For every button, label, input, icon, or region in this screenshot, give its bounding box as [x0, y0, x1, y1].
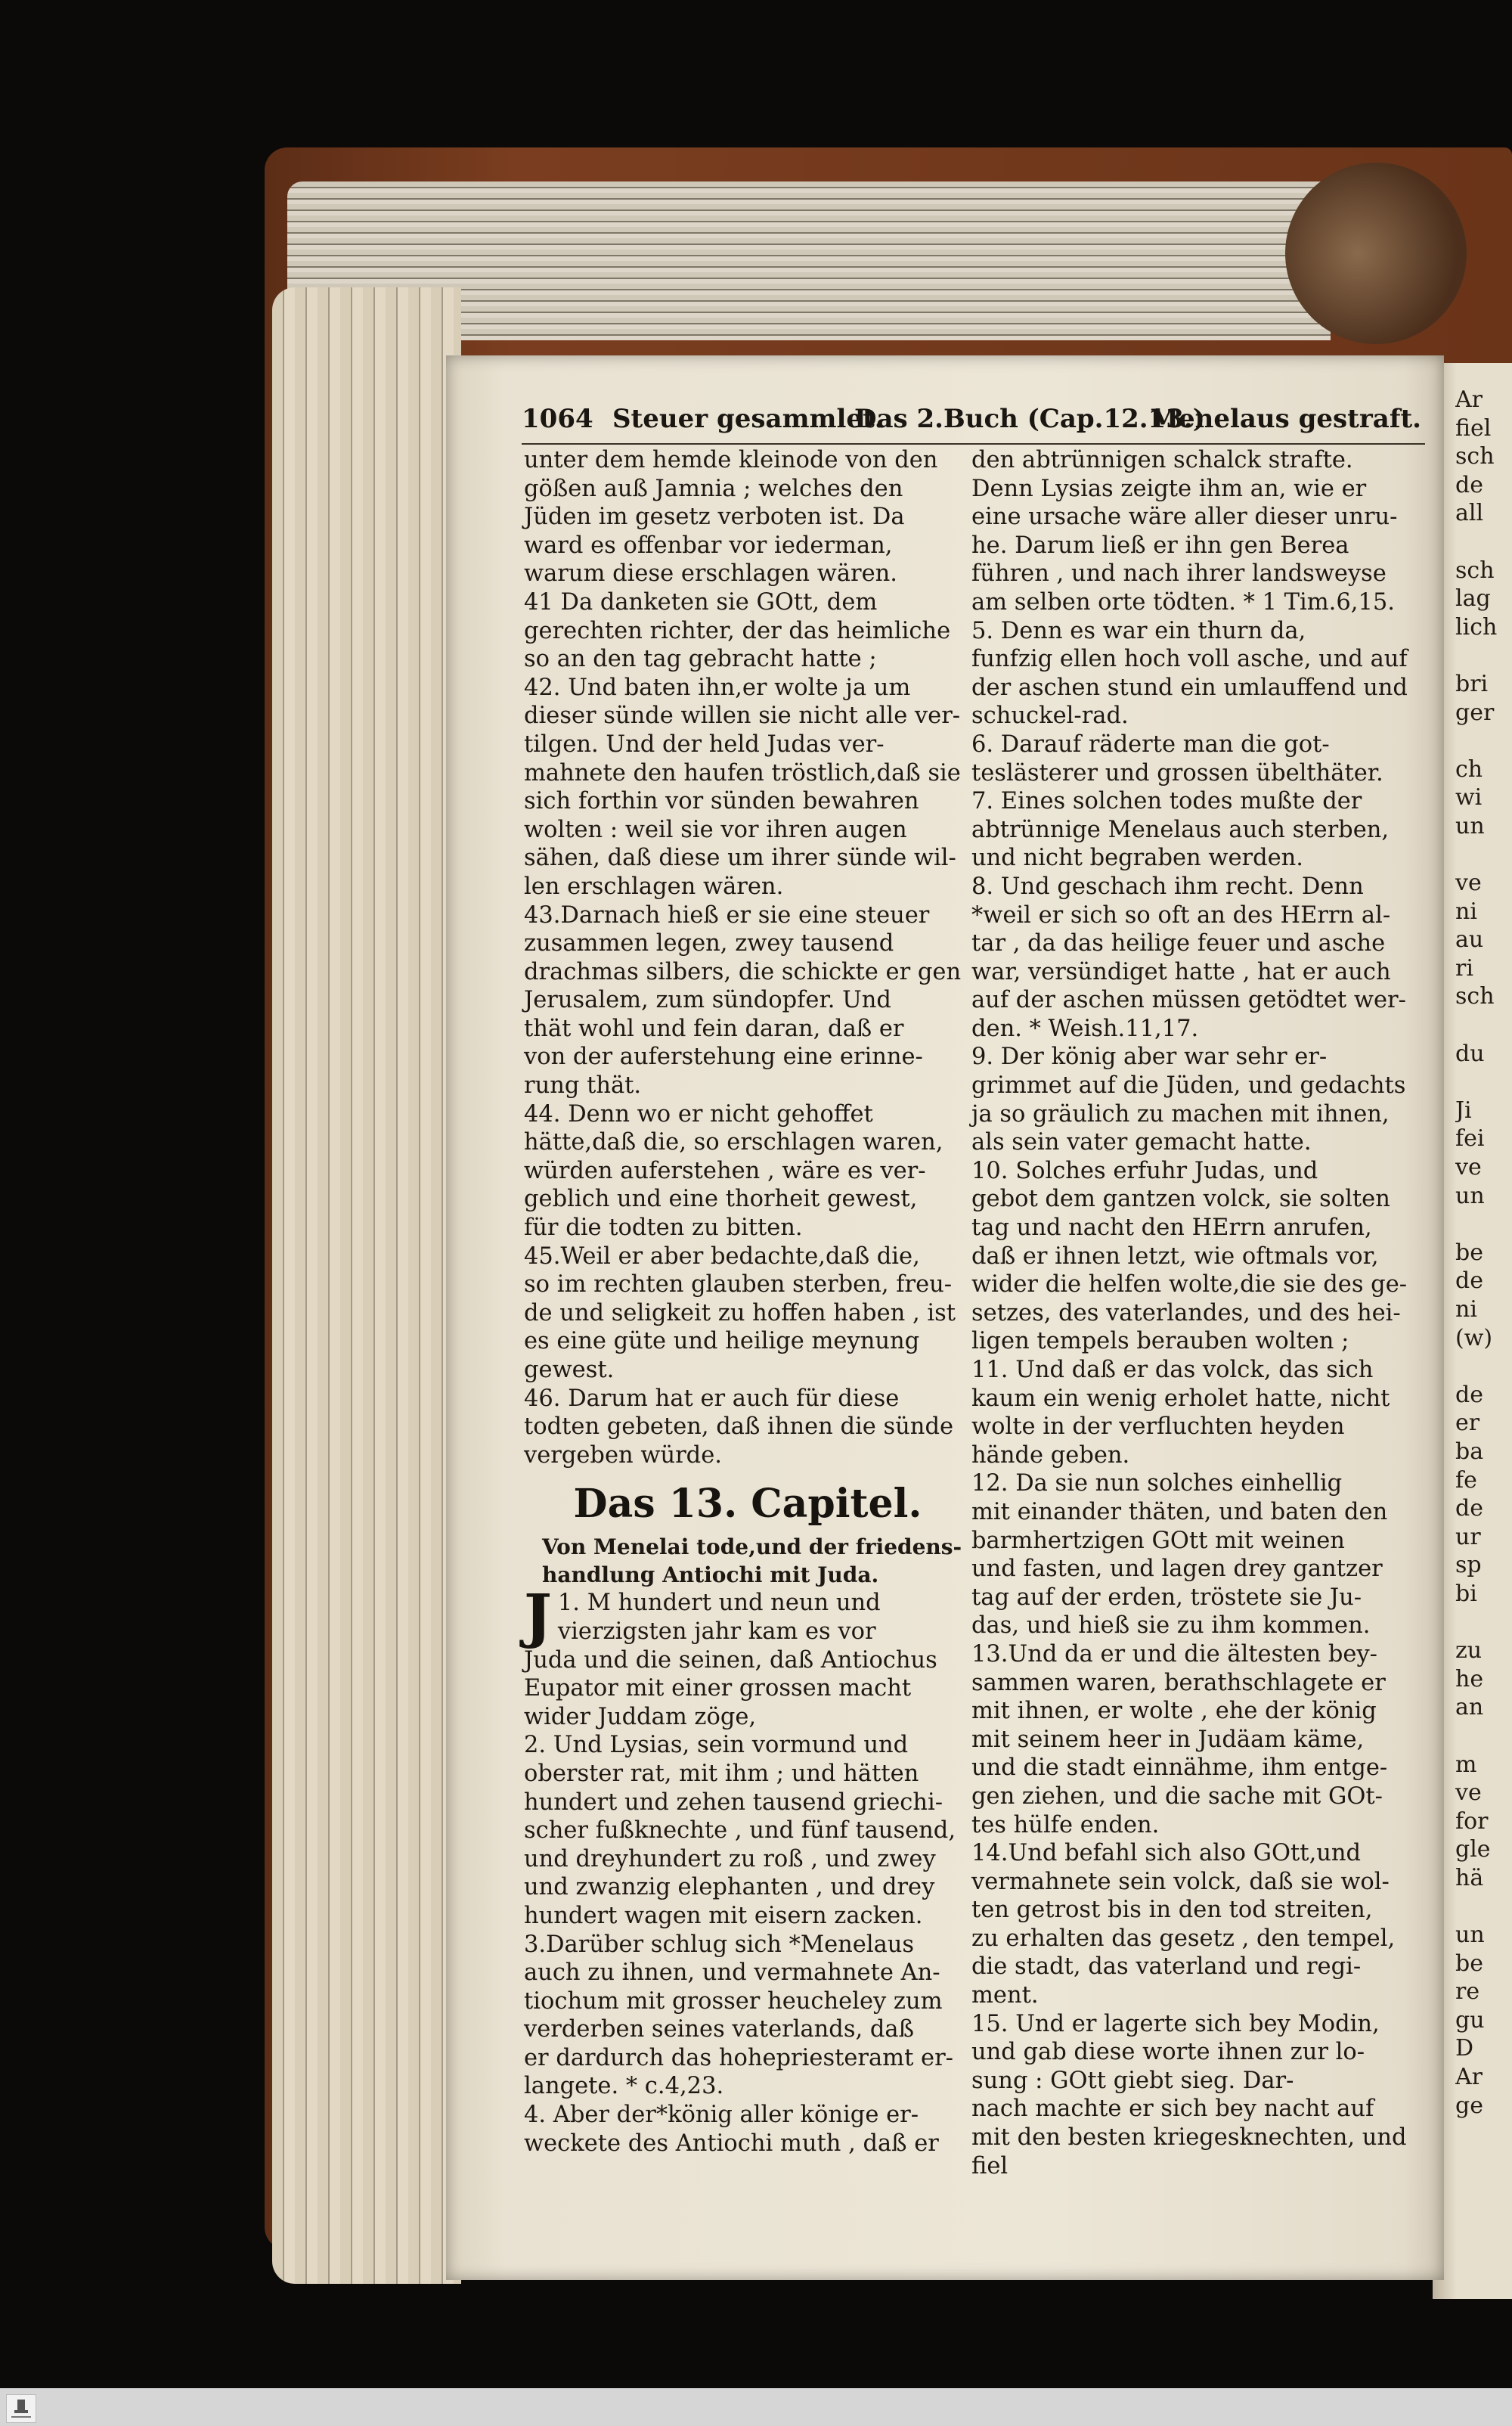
chapter-summary: [524, 1533, 971, 1589]
text-line: vermahnete sein volck, daß sie wol-: [971, 1868, 1390, 1895]
margin-fragment: gu: [1455, 2006, 1485, 2034]
text-line: nach machte er sich bey nacht auf: [971, 2096, 1374, 2123]
text-line: weckete des Antiochi muth , daß er: [524, 2130, 939, 2157]
margin-fragment: sp: [1455, 1552, 1482, 1579]
text-line: unter dem hemde kleinode von den: [524, 447, 938, 473]
verse-1-second-line: vierzigsten jahr kam es vor: [557, 1618, 876, 1645]
margin-fragment: au: [1455, 926, 1484, 954]
verse-number: 1.: [557, 1590, 581, 1617]
page-stack-left: [272, 287, 461, 2284]
text-line: 46. Darum hat er auch für diese: [524, 1385, 900, 1412]
text-line: he. Darum ließ er ihn gen Berea: [971, 532, 1349, 559]
text-line: mit ihnen, er wolte , ehe der könig: [971, 1698, 1377, 1725]
margin-fragment: [1455, 1210, 1508, 1239]
margin-fragment: ve: [1455, 870, 1482, 897]
margin-fragment: sch: [1455, 983, 1495, 1010]
page-number: 1064: [522, 404, 593, 434]
text-line: er dardurch das hohepriesteramt er-: [524, 2044, 953, 2071]
margin-fragment: all: [1455, 500, 1484, 527]
margin-fragment: an: [1455, 1694, 1484, 1721]
margin-fragment: (w): [1455, 1324, 1493, 1351]
text-line: wolte in der verfluchten heyden: [971, 1413, 1345, 1441]
text-line: tes hülfe enden.: [971, 1811, 1160, 1838]
margin-fragment: du: [1455, 1040, 1485, 1067]
text-line: ten getrost bis in den tod streiten,: [971, 1897, 1373, 1924]
left-column-text-after: [524, 1646, 971, 2158]
library-logo-icon: [6, 2394, 36, 2423]
text-line: ward es offenbar vor iederman,: [524, 532, 893, 559]
margin-fragment: hä: [1455, 1864, 1484, 1891]
text-line: hände geben.: [971, 1441, 1130, 1469]
margin-fragment: fe: [1455, 1466, 1477, 1494]
text-line: 10. Solches erfuhr Judas, und: [971, 1157, 1318, 1184]
text-line: todten gebeten, daß ihnen die sünde: [524, 1413, 954, 1441]
text-line: und fasten, und lagen drey gantzer: [971, 1556, 1383, 1583]
margin-fragment: ve: [1455, 1779, 1482, 1807]
margin-fragment: m: [1455, 1751, 1477, 1778]
margin-fragment: de: [1455, 1495, 1483, 1522]
margin-fragment: de: [1455, 1267, 1483, 1295]
text-line: de und seligkeit zu hoffen haben , ist: [524, 1299, 956, 1326]
margin-fragment: sch: [1455, 443, 1495, 470]
text-line: eine ursache wäre aller dieser unru-: [971, 504, 1398, 531]
book-spine-curl: [1285, 163, 1467, 344]
text-line: gen ziehen, und die sache mit GOt-: [971, 1782, 1383, 1810]
text-line: setzes, des vaterlandes, und des hei-: [971, 1299, 1401, 1326]
right-running-head: Menelaus gestraft.: [1150, 404, 1421, 434]
margin-fragment: [1455, 1609, 1508, 1637]
text-line: rung thät.: [524, 1072, 642, 1100]
right-column-text: [971, 446, 1419, 2180]
text-line: den abtrünnigen schalck strafte.: [971, 447, 1353, 473]
text-line: von der auferstehung eine erinne-: [524, 1044, 923, 1071]
text-line: Jerusalem, zum sündopfer. Und: [524, 987, 891, 1014]
next-page-fragments: [1455, 386, 1508, 2120]
text-line: 2. Und Lysias, sein vormund und: [524, 1732, 909, 1759]
text-line: wolten : weil sie vor ihren augen: [524, 816, 907, 843]
margin-fragment: be: [1455, 1950, 1483, 1977]
margin-fragment: ba: [1455, 1438, 1484, 1465]
text-line: wider die helfen wolte,die sie des ge-: [971, 1271, 1408, 1298]
text-line: es eine güte und heilige meynung: [524, 1328, 920, 1355]
margin-fragment: wi: [1455, 784, 1483, 811]
margin-fragment: fei: [1455, 1125, 1485, 1153]
text-line: gebot dem gantzen volck, sie solten: [971, 1186, 1390, 1213]
text-line: so im rechten glauben sterben, freu-: [524, 1271, 953, 1298]
margin-fragment: ve: [1455, 1154, 1482, 1181]
text-line: 8. Und geschach ihm recht. Denn: [971, 873, 1364, 900]
text-line: handlung Antiochi mit Juda.: [542, 1562, 879, 1588]
text-line: *weil er sich so oft an des HErrn al-: [971, 901, 1391, 929]
margin-fragment: [1455, 727, 1508, 755]
text-line: 3.Darüber schlug sich *Menelaus: [524, 1931, 915, 1958]
text-line: 11. Und daß er das volck, das sich: [971, 1357, 1374, 1383]
text-line: hundert und zehen tausend griechi-: [524, 1788, 943, 1816]
text-line: verderben seines vaterlands, daß: [524, 2016, 914, 2043]
text-line: funfzig ellen hoch voll asche, und auf: [971, 646, 1408, 673]
margin-fragment: re: [1455, 1978, 1480, 2006]
margin-fragment: ch: [1455, 755, 1483, 783]
margin-fragment: ur: [1455, 1523, 1481, 1550]
text-line: und gab diese worte ihnen zur lo-: [971, 2039, 1365, 2066]
text-line: Eupator mit einer grossen macht: [524, 1675, 912, 1702]
text-line: führen , und nach ihrer landsweyse: [971, 560, 1387, 588]
text-line: der aschen stund ein umlauffend und: [971, 674, 1408, 701]
verse-1-block: [524, 1582, 971, 2158]
text-line: zusammen legen, zwey tausend: [524, 930, 894, 957]
text-line: und dreyhundert zu roß , und zwey: [524, 1845, 936, 1872]
margin-fragment: Ji: [1455, 1097, 1472, 1124]
text-line: war, versündiget hatte , hat er auch: [971, 958, 1391, 985]
text-line: mit den besten kriegesknechten, und: [971, 2124, 1407, 2151]
margin-fragment: un: [1455, 812, 1485, 839]
text-line: 5. Denn es war ein thurn da,: [971, 617, 1306, 644]
text-line: drachmas silbers, die schickte er gen: [524, 958, 962, 985]
text-line: thät wohl und fein daran, daß er: [524, 1015, 904, 1042]
text-line: mit einander thäten, und baten den: [971, 1498, 1388, 1525]
margin-fragment: er: [1455, 1410, 1480, 1437]
margin-fragment: [1455, 1068, 1508, 1097]
text-line: 44. Denn wo er nicht gehoffet: [524, 1100, 873, 1128]
text-line: das, und hieß sie zu ihm kommen.: [971, 1612, 1371, 1640]
text-line: und nicht begraben werden.: [971, 845, 1304, 872]
text-line: auf der aschen müssen getödtet wer-: [971, 987, 1406, 1014]
text-line: mahnete den haufen tröstlich,daß sie: [524, 759, 961, 786]
margin-fragment: ri: [1455, 954, 1473, 982]
text-line: und die stadt einnähme, ihm entge-: [971, 1754, 1388, 1782]
text-line: 6. Darauf räderte man die got-: [971, 731, 1330, 758]
text-line: zu erhalten das gesetz , den tempel,: [971, 1925, 1396, 1952]
text-line: Jüden im gesetz verboten ist. Da: [524, 504, 905, 531]
text-line: langete. * c.4,23.: [524, 2073, 724, 2100]
text-line: kaum ein wenig erholet hatte, nicht: [971, 1385, 1390, 1412]
margin-fragment: [1455, 1352, 1508, 1381]
text-line: gewest.: [524, 1357, 615, 1383]
text-line: würden auferstehen , wäre es ver-: [524, 1157, 926, 1184]
margin-fragment: [1455, 1892, 1508, 1921]
margin-fragment: ge: [1455, 2092, 1483, 2119]
margin-fragment: bri: [1455, 670, 1489, 697]
margin-fragment: gle: [1455, 1836, 1491, 1863]
text-line: sich forthin vor sünden bewahren: [524, 788, 919, 815]
margin-fragment: bi: [1455, 1580, 1477, 1607]
margin-fragment: fiel: [1455, 414, 1492, 442]
viewer-footer-bar: [0, 2388, 1512, 2426]
text-line: hundert wagen mit eisern zacken.: [524, 1902, 923, 1929]
text-line: und zwanzig elephanten , und drey: [524, 1874, 935, 1901]
text-line: len erschlagen wären.: [524, 873, 784, 900]
margin-fragment: [1455, 528, 1508, 557]
text-line: dieser sünde willen sie nicht alle ver-: [524, 703, 961, 730]
margin-fragment: [1455, 841, 1508, 870]
margin-fragment: [1455, 1722, 1508, 1751]
margin-fragment: un: [1455, 1182, 1485, 1209]
text-line: sung : GOtt giebt sieg. Dar-: [971, 2067, 1294, 2094]
text-line: warum diese erschlagen wären.: [524, 560, 897, 588]
header-rule: [522, 443, 1425, 445]
text-line: tiochum mit grosser heucheley zum: [524, 1987, 943, 2015]
margin-fragment: Ar: [1455, 2064, 1483, 2091]
text-line: grimmet auf die Jüden, und gedachts: [971, 1072, 1406, 1100]
text-line: M hundert und neun und: [587, 1590, 881, 1617]
text-line: 42. Und baten ihn,er wolte ja um: [524, 674, 911, 701]
text-line: vergeben würde.: [524, 1441, 722, 1469]
text-line: sähen, daß diese um ihrer sünde wil-: [524, 845, 956, 872]
margin-fragment: for: [1455, 1807, 1489, 1835]
text-line: schuckel-rad.: [971, 703, 1129, 730]
text-line: tar , da das heilige feuer und asche: [971, 930, 1386, 957]
margin-fragment: ger: [1455, 699, 1495, 726]
text-line: den. * Weish.11,17.: [971, 1015, 1199, 1042]
text-line: tag auf der erden, tröstete sie Ju-: [971, 1584, 1362, 1611]
margin-fragment: be: [1455, 1239, 1483, 1266]
text-line: 7. Eines solchen todes mußte der: [971, 788, 1362, 815]
left-running-head: Steuer gesammlet.: [612, 404, 884, 434]
margin-fragment: Ar: [1455, 386, 1483, 413]
text-line: Von Menelai tode,und der friedens-: [542, 1534, 962, 1560]
text-line: abtrünnige Menelaus auch sterben,: [971, 816, 1390, 843]
text-line: geblich und eine thorheit gewest,: [524, 1186, 918, 1213]
margin-fragment: ni: [1455, 1296, 1477, 1323]
drop-cap: J: [524, 1582, 552, 1652]
text-line: mit seinem heer in Judäam käme,: [971, 1726, 1365, 1753]
text-line: ment.: [971, 1982, 1039, 2009]
text-line: 13.Und da er und die ältesten bey-: [971, 1640, 1377, 1667]
text-line: fiel: [971, 2152, 1009, 2179]
text-line: tag und nacht den HErrn anrufen,: [971, 1215, 1372, 1242]
margin-fragment: [1455, 1011, 1508, 1040]
text-line: 4. Aber der*könig aller könige er-: [524, 2102, 919, 2129]
margin-fragment: lag: [1455, 585, 1491, 613]
chapter-heading: Das 13. Capitel.: [573, 1481, 922, 1528]
text-line: am selben orte tödten. * 1 Tim.6,15.: [971, 588, 1395, 616]
margin-fragment: zu: [1455, 1637, 1483, 1664]
text-line: 9. Der könig aber war sehr er-: [971, 1044, 1328, 1071]
text-line: oberster rat, mit ihm ; und hätten: [524, 1760, 919, 1787]
text-line: scher fußknechte , und fünf tausend,: [524, 1817, 956, 1844]
text-line: ja so gräulich zu machen mit ihnen,: [971, 1100, 1390, 1128]
text-line: die stadt, das vaterland und regi-: [971, 1953, 1362, 1981]
text-line: 45.Weil er aber bedachte,daß die,: [524, 1242, 920, 1270]
text-line: daß er ihnen letzt, wie oftmals vor,: [971, 1242, 1379, 1270]
text-line: 14.Und befahl sich also GOtt,und: [971, 1840, 1362, 1867]
text-line: sammen waren, berathschlagete er: [971, 1669, 1386, 1696]
margin-fragment: de: [1455, 1381, 1483, 1408]
text-line: Denn Lysias zeigte ihm an, wie er: [971, 475, 1367, 502]
margin-fragment: un: [1455, 1922, 1485, 1949]
text-line: hätte,daß die, so erschlagen waren,: [524, 1129, 943, 1156]
text-line: barmhertzigen GOtt mit weinen: [971, 1527, 1345, 1554]
text-line: 12. Da sie nun solches einhellig: [971, 1470, 1343, 1497]
text-line: gerechten richter, der das heimliche: [524, 617, 951, 644]
margin-fragment: sch: [1455, 557, 1495, 584]
left-column-text: [524, 446, 971, 1469]
text-line: 15. Und er lagerte sich bey Modin,: [971, 2010, 1380, 2037]
text-line: 41 Da danketen sie GOtt, dem: [524, 588, 878, 616]
text-line: tilgen. Und der held Judas ver-: [524, 731, 885, 758]
text-line: wider Juddam zöge,: [524, 1703, 757, 1730]
margin-fragment: he: [1455, 1665, 1484, 1692]
margin-fragment: de: [1455, 471, 1483, 498]
text-line: so an den tag gebracht hatte ;: [524, 646, 877, 673]
text-line: Juda und die seinen, daß Antiochus: [524, 1646, 937, 1674]
text-line: ligen tempels berauben wolten ;: [971, 1328, 1349, 1355]
center-running-head: Das 2.Buch (Cap.12.13.): [854, 404, 1205, 434]
text-line: gößen auß Jamnia ; welches den: [524, 475, 903, 502]
text-line: teslästerer und grossen übelthäter.: [971, 759, 1383, 786]
left-text-column: [524, 446, 971, 2158]
text-line: als sein vater gemacht hatte.: [971, 1129, 1312, 1156]
margin-fragment: lich: [1455, 613, 1498, 641]
text-line: für die todten zu bitten.: [524, 1215, 803, 1242]
running-header: [522, 402, 1429, 440]
margin-fragment: [1455, 641, 1508, 670]
margin-fragment: D: [1455, 2035, 1474, 2062]
right-text-column: [971, 446, 1419, 2180]
margin-fragment: ni: [1455, 898, 1477, 925]
text-line: 43.Darnach hieß er sie eine steuer: [524, 901, 930, 929]
text-line: auch zu ihnen, und vermahnete An-: [524, 1959, 940, 1987]
